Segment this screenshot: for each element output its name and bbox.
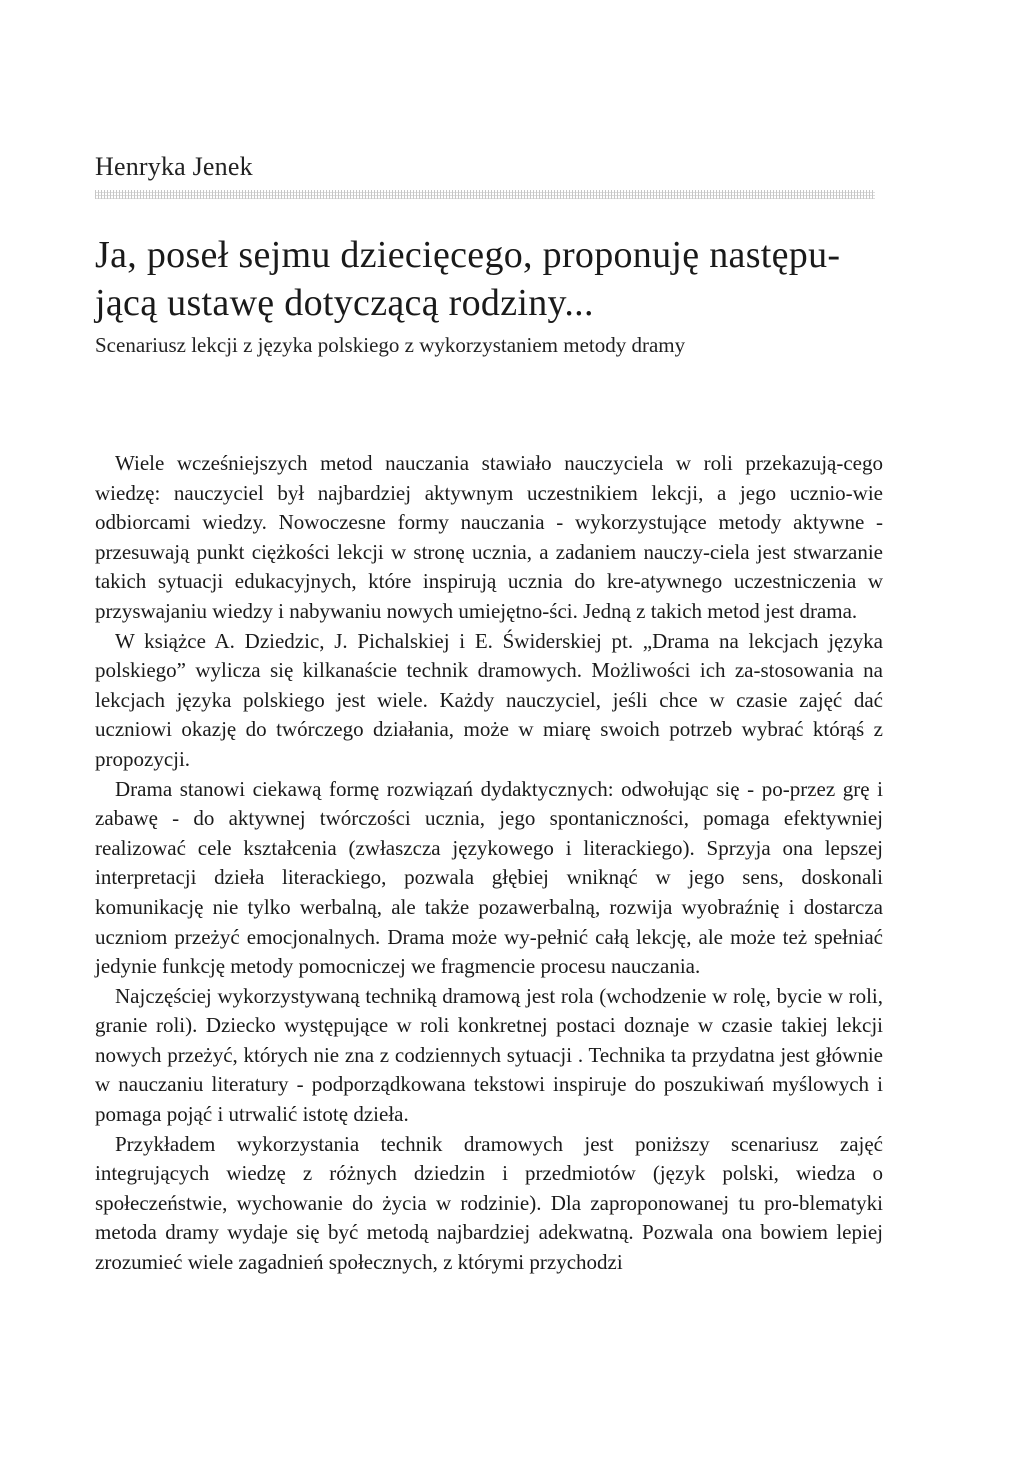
paragraph: Wiele wcześniejszych metod nauczania stawiało nauczyciela w roli przekazują-cego wiedzę: nauczyciel był najbardziej aktywnym uczestnikiem lekcji, a jego ucznio-wie odbiorcami wiedzy. Nowoczesne formy nauczania - wykorzystujące metody aktywne - przesuwają punkt ciężkości lekcji w stronę ucznia, a zadaniem nauczy-ciela jest stwarzanie takich sytuacji edukacyjnych, które inspirują ucznia do kre-atywnego uczestniczenia w przyswajaniu wiedzy i nabywaniu nowych umiejętno-ści. Jedną z takich metod jest drama. — [95, 451, 883, 623]
page — [95, 150, 883, 1278]
author-name: Henryka Jenek — [95, 152, 253, 181]
article-subtitle: Scenariusz lekcji z języka polskiego z wykorzystaniem metody dramy — [95, 333, 686, 357]
paragraph: Drama stanowi ciekawą formę rozwiązań dydaktycznych: odwołując się - po-przez grę i zabawę - do aktywnej twórczości ucznia, jego spontaniczności, pomaga efektywniej realizować cele kształcenia (zwłaszcza językowego i literackiego). Sprzyja ona lepszej interpretacji dzieła literackiego, pozwala głębiej wniknąć w jego sens, doskonali komunikację nie tylko werbalną, ale także pozawerbalną, rozwija wyobraźnię i dostarcza uczniom przeżyć emocjonalnych. Drama może wy-pełnić całą lekcję, ale może też spełniać jedynie funkcję metody pomocniczej we fragmencie procesu nauczania. — [95, 776, 883, 979]
article-title: Ja, poseł sejmu dziecięcego, proponuję następu-jącą ustawę dotyczącą rodziny... — [95, 234, 841, 324]
header-rule — [95, 190, 875, 199]
paragraph: W książce A. Dziedzic, J. Pichalskiej i E. Świderskiej pt. „Drama na lekcjach języka polskiego” wylicza się kilkanaście technik dramowych. Możliwości ich za-stosowania na lekcjach języka polskiego jest wiele. Każdy nauczyciel, jeśli chce w czasie zajęć dać uczniowi okazję do twórczego działania, może w miarę swoich potrzeb wybrać którąś z propozycji. — [95, 628, 883, 771]
paragraph: Przykładem wykorzystania technik dramowych jest poniższy scenariusz zajęć integrujących wiedzę z różnych dziedzin i przedmiotów (język polski, wiedza o społeczeństwie, wychowanie do życia w rodzinie). Dla zaproponowanej tu pro-blematyki metoda dramy wydaje się być metodą najbardziej adekwatną. Pozwala ona bowiem lepiej zrozumieć wiele zagadnień społecznych, z którymi przychodzi — [95, 1131, 883, 1275]
article-body — [95, 449, 883, 1278]
paragraph: Najczęściej wykorzystywaną techniką dramową jest rola (wchodzenie w rolę, bycie w roli, granie roli). Dziecko występujące w roli konkretnej postaci doznaje w czasie takiej lekcji nowych przeżyć, których nie zna z codziennych sytuacji . Technika ta przydatna jest głównie w nauczaniu literatury - podporządkowana tekstowi inspiruje do poszukiwań myślowych i pomaga pojąć i utrwalić istotę dzieła. — [95, 983, 883, 1127]
